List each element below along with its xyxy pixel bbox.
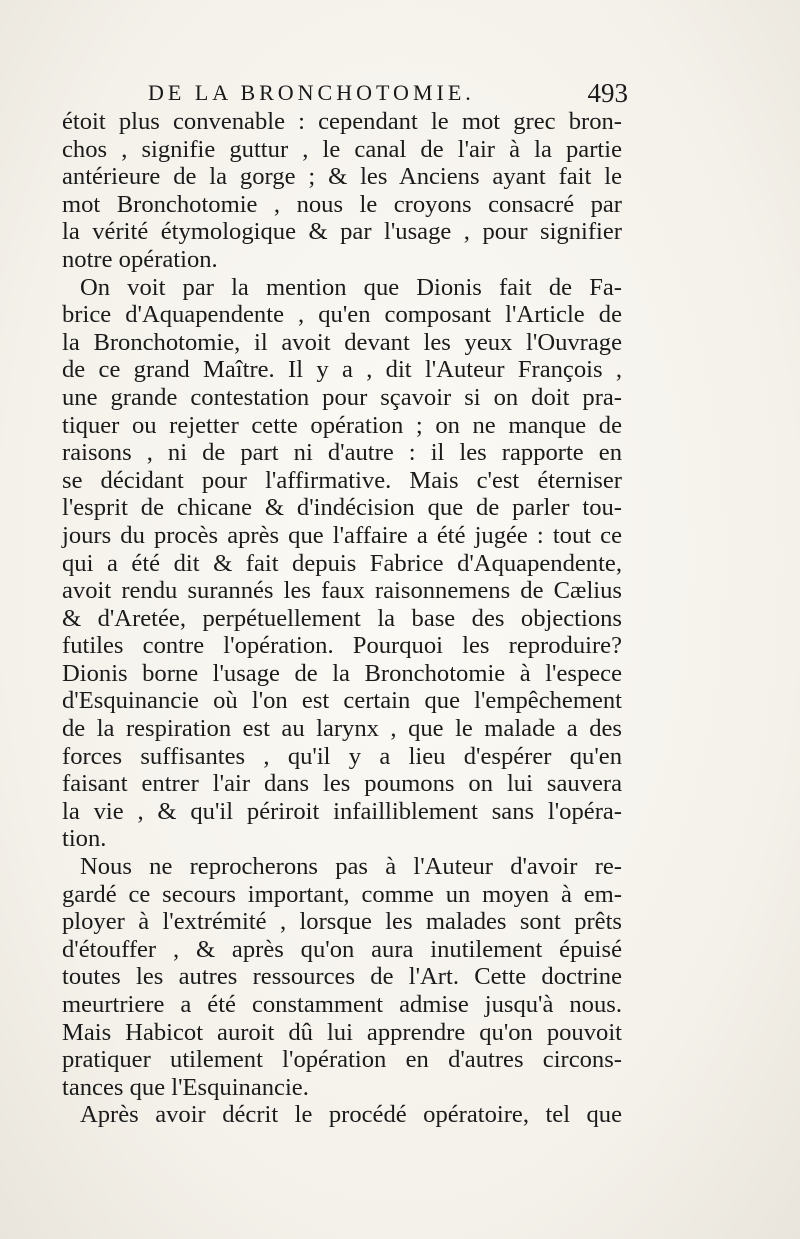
- text-line: antérieure de la gorge ; & les Anciens ayant fait le: [62, 163, 622, 191]
- text-line: la vérité étymologique & par l'usage , pour signifier: [62, 218, 622, 246]
- text-line: étoit plus convenable : cependant le mot grec bron-: [62, 108, 622, 135]
- text-line: de ce grand Maître. Il y a , dit l'Auteur François ,: [62, 356, 622, 384]
- text-line: brice d'Aquapendente , qu'en composant l'Article de: [62, 301, 622, 329]
- text-line: notre opération.: [62, 245, 218, 273]
- text-line: l'esprit de chicane & d'indécision que de parler tou-: [62, 494, 622, 522]
- text-line: gardé ce secours important, comme un moyen à em-: [62, 880, 622, 908]
- text-line: la Bronchotomie, il avoit devant les yeux l'Ouvrage: [62, 328, 622, 356]
- text-line: ployer à l'extrémité , lorsque les malades sont prêts: [62, 908, 622, 936]
- text-line: une grande contestation pour sçavoir si on doit pra-: [62, 383, 622, 411]
- text-line: On voit par la mention que Dionis fait de Fa-: [80, 273, 622, 301]
- text-line: tiquer ou rejetter cette opération ; on ne manque de: [62, 411, 622, 439]
- text-line: avoit rendu surannés les faux raisonnemens de Cælius: [62, 577, 622, 605]
- text-line: faisant entrer l'air dans les poumons on lui sauvera: [62, 770, 622, 798]
- text-line: d'Esquinancie où l'on est certain que l'empêchement: [62, 687, 622, 715]
- text-line: d'étouffer , & après qu'on aura inutilement épuisé: [62, 935, 622, 963]
- text-line: raisons , ni de part ni d'autre : il les rapporte en: [62, 439, 622, 467]
- text-line: Mais Habicot auroit dû lui apprendre qu'on pouvoit: [62, 1018, 622, 1046]
- text-line: toutes les autres ressources de l'Art. Cette doctrine: [62, 963, 622, 991]
- text-line: se décidant pour l'affirmative. Mais c'est éterniser: [62, 466, 622, 494]
- text-line: Après avoir décrit le procédé opératoire, tel que: [80, 1101, 622, 1129]
- text-line: futiles contre l'opération. Pourquoi les reproduire?: [62, 632, 622, 660]
- text-line: tances que l'Esquinancie.: [62, 1073, 309, 1101]
- running-head: DE LA BRONCHOTOMIE.: [148, 80, 475, 105]
- text-line: jours du procès après que l'affaire a été jugée : tout ce: [62, 521, 622, 549]
- text-line: mot Bronchotomie , nous le croyons consacré par: [62, 190, 622, 218]
- body-text: [62, 108, 622, 1129]
- text-line: meurtriere a été constamment admise jusqu'à nous.: [62, 991, 622, 1018]
- text-line: la vie , & qu'il périroit infailliblement sans l'opéra-: [62, 797, 622, 825]
- text-line: pratiquer utilement l'opération en d'autres circons-: [62, 1046, 622, 1074]
- text-line: & d'Aretée, perpétuellement la base des objections: [62, 604, 622, 632]
- text-line: Nous ne reprocherons pas à l'Auteur d'avoir re-: [80, 853, 622, 881]
- text-line: de la respiration est au larynx , que le malade a des: [62, 715, 622, 743]
- text-line: forces suffisantes , qu'il y a lieu d'espérer qu'en: [62, 742, 622, 770]
- page-number: 493: [587, 78, 628, 108]
- text-line: tion.: [62, 825, 107, 853]
- text-line: Dionis borne l'usage de la Bronchotomie à l'espece: [62, 659, 622, 687]
- text-line: chos , signifie guttur , le canal de l'air à la partie: [62, 135, 622, 163]
- text-line: qui a été dit & fait depuis Fabrice d'Aquapendente,: [62, 549, 622, 577]
